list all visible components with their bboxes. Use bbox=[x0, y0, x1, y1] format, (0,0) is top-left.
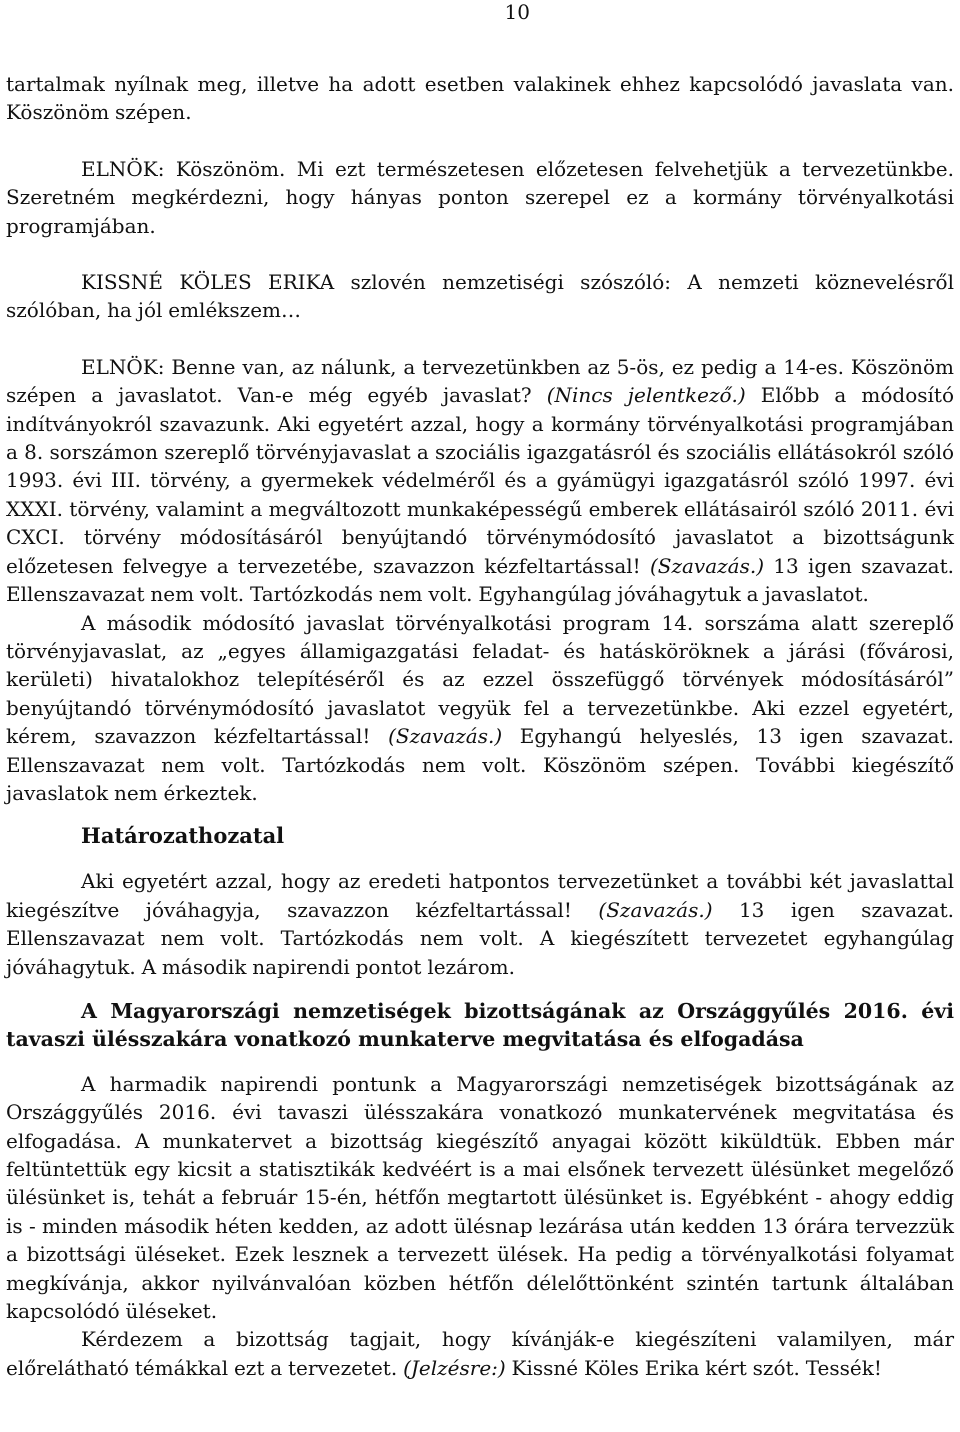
paragraph-4-part-e: 13 igen szavazat. Ellenszavazat nem volt. Tartózkodás nem volt. Egyhangúlag jóváhagytuk a javaslatot. bbox=[6, 553, 954, 607]
paragraph-5 bbox=[6, 609, 954, 808]
paragraph-6-remark: (Szavazás.) bbox=[598, 897, 713, 922]
paragraph-5-part-c: Egyhangú helyeslés, 13 igen szavazat. Ellenszavazat nem volt. Tartózkodás nem volt. Köszönöm szépen. További kiegészítő javaslatok nem érkeztek. bbox=[6, 724, 954, 805]
paragraph-4-part-a: ELNÖK: Benne van, az nálunk, a tervezetünkben az 5-ös, ez pedig a 14-es. Köszönöm szépen a javaslatot. Van-e még egyéb javaslat? bbox=[6, 354, 954, 408]
paragraph-4-remark-1: (Nincs jelentkező.) bbox=[546, 383, 746, 408]
paragraph-6-part-c: 13 igen szavazat. Ellenszavazat nem volt. Tartózkodás nem volt. A kiegészített tervezetet egyhangúlag jóváhagytuk. A második napirendi pontot lezárom. bbox=[6, 897, 954, 979]
document-body bbox=[6, 70, 954, 1382]
section-heading-hatarozathozatal: Határozathozatal bbox=[81, 823, 285, 849]
paragraph-4-part-c: Előbb a módosító indítványokról szavazunk. Aki egyetért azzal, hogy a kormány törvényalkotási programjában a 8. sorszámon szereplő törvényjavaslat a szociális igazgatásról és szociális ellátásokról szóló 1993. évi III. törvény, a gyermekek védelméről és a gyámügyi igazgatásról szóló 1997. évi XXXI. törvény, valamint a megváltozott munkaképességű emberek ellátásairól szóló 2011. évi CXCI. törvény módosításáról benyújtandó törvénymódosító javaslatot a bizottságunk előzetesen felvegye a tervezetébe, szavazzon kézfeltartással! bbox=[6, 383, 954, 578]
paragraph-6 bbox=[6, 867, 954, 981]
paragraph-8-part-c: Kissné Köles Erika kért szót. Tessék! bbox=[505, 1355, 882, 1380]
paragraph-8-remark: (Jelzésre:) bbox=[403, 1355, 506, 1380]
paragraph-2: ELNÖK: Köszönöm. Mi ezt természetesen előzetesen felvehetjük a tervezetünkbe. Szeretném megkérdezni, hogy hányas ponton szerepel ez a kormány törvényalkotási programjában. bbox=[6, 156, 954, 238]
paragraph-5-remark: (Szavazás.) bbox=[388, 724, 503, 749]
paragraph-1: tartalmak nyílnak meg, illetve ha adott esetben valakinek ehhez kapcsolódó javaslata van. Köszönöm szépen. bbox=[6, 72, 954, 125]
paragraph-4-remark-2: (Szavazás.) bbox=[649, 553, 765, 578]
paragraph-4 bbox=[6, 353, 954, 609]
paragraph-8-part-a: Kérdezem a bizottság tagjait, hogy kívánják-e kiegészíteni valamilyen, már előrelátható témákkal ezt a tervezetet. bbox=[6, 1327, 954, 1380]
paragraph-6-part-a: Aki egyetért azzal, hogy az eredeti hatpontos tervezetünket a további két javaslattal kiegészítve jóváhagyja, szavazzon kézfeltartással! bbox=[6, 869, 954, 922]
paragraph-7: A harmadik napirendi pontunk a Magyarországi nemzetiségek bizottságának az Országgyűlés 2016. évi tavaszi ülésszakára vonatkozó munkatervének megvitatása és elfogadása. A munkatervet a bizottság kiegészítő anyagai között kiküldtük. Ebben már feltüntettük egy kicsit a statisztikák kedvéért is a mai elsőnek tervezett ülésünket megelőző ülésünket is, tehát a február 15-én, hétfőn megtartott ülésünket is. Egyébként - ahogy eddig is - minden második héten kedden, az adott ülésnap lezárása után kedden 13 órára tervezzük a bizottsági üléseket. Ezek lesznek a tervezett ülések. Ha pedig a törvényalkotási folyamat megkívánja, akkor nyilvánvalóan közben hétfőn délelőttönként szintén tartunk általában kapcsolódó üléseket. bbox=[6, 1071, 954, 1324]
page-number: 10 bbox=[504, 0, 530, 24]
paragraph-8 bbox=[6, 1325, 954, 1382]
agenda-item-title: A Magyarországi nemzetiségek bizottságának az Országgyűlés 2016. évi tavaszi ülésszakára vonatkozó munkaterve megvitatása és elfogadása bbox=[6, 998, 954, 1052]
paragraph-3: KISSNÉ KÖLES ERIKA szlovén nemzetiségi szószóló: A nemzeti köznevelésről szólóban, ha jól emlékszem… bbox=[6, 270, 954, 323]
paragraph-5-part-a: A második módosító javaslat törvényalkotási program 14. sorszáma alatt szereplő törvényjavaslat, az „egyes államigazgatási feladat- és hatásköröknek a járási (fővárosi, kerületi) hivatalokhoz telepítéséről és az ezzel összefüggő törvények módosításáról” benyújtandó törvénymódosító javaslatot vegyük fel a tervezetünkbe. Aki ezzel egyetért, kérem, szavazzon kézfeltartással! bbox=[6, 610, 954, 749]
